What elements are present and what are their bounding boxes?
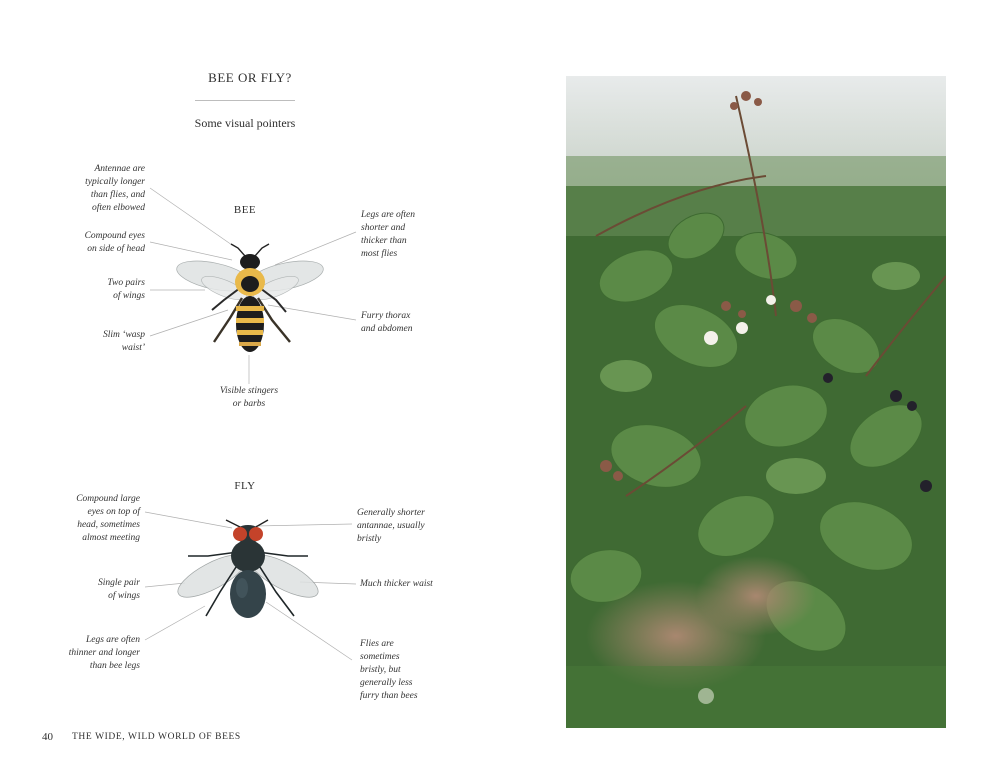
bee-thorax-note: Furry thorax and abdomen	[361, 311, 413, 334]
bee-wings-note: Two pairs of wings	[107, 278, 145, 301]
bee-heading: BEE	[233, 204, 257, 216]
bramble-bush-photo	[566, 76, 946, 728]
fly-bristly-note: Flies are sometimes bristly, but generally less furry than bees	[360, 639, 418, 701]
bee-eyes-note: Compound eyes on side of head	[84, 231, 145, 254]
bee-illustration	[168, 238, 332, 360]
fly-heading: FLY	[234, 480, 256, 492]
bee-antennae-note: Antennae are typically longer than flies, and often elbowed	[85, 164, 145, 213]
fly-illustration	[168, 512, 328, 624]
fly-eyes-note: Compound large eyes on top of head, sometimes almost meeting	[76, 494, 140, 543]
fly-antennae-note: Generally shorter antannae, usually bristly	[357, 508, 425, 544]
page-subtitle: Some visual pointers	[194, 116, 296, 130]
fly-waist-note: Much thicker waist	[360, 579, 433, 589]
page-title: BEE OR FLY?	[208, 70, 292, 85]
bee-legs-note: Legs are often shorter and thicker than most flies	[361, 210, 416, 259]
bee-waist-note: Slim ‘wasp waist’	[103, 330, 145, 353]
fly-legs-note: Legs are often thinner and longer than bee legs	[68, 635, 140, 671]
running-footer-title: THE WIDE, WILD WORLD OF BEES	[72, 732, 241, 742]
page-number: 40	[42, 731, 53, 743]
fly-wings-note: Single pair of wings	[98, 578, 140, 601]
bee-stingers-note: Visible stingers or barbs	[219, 386, 279, 409]
